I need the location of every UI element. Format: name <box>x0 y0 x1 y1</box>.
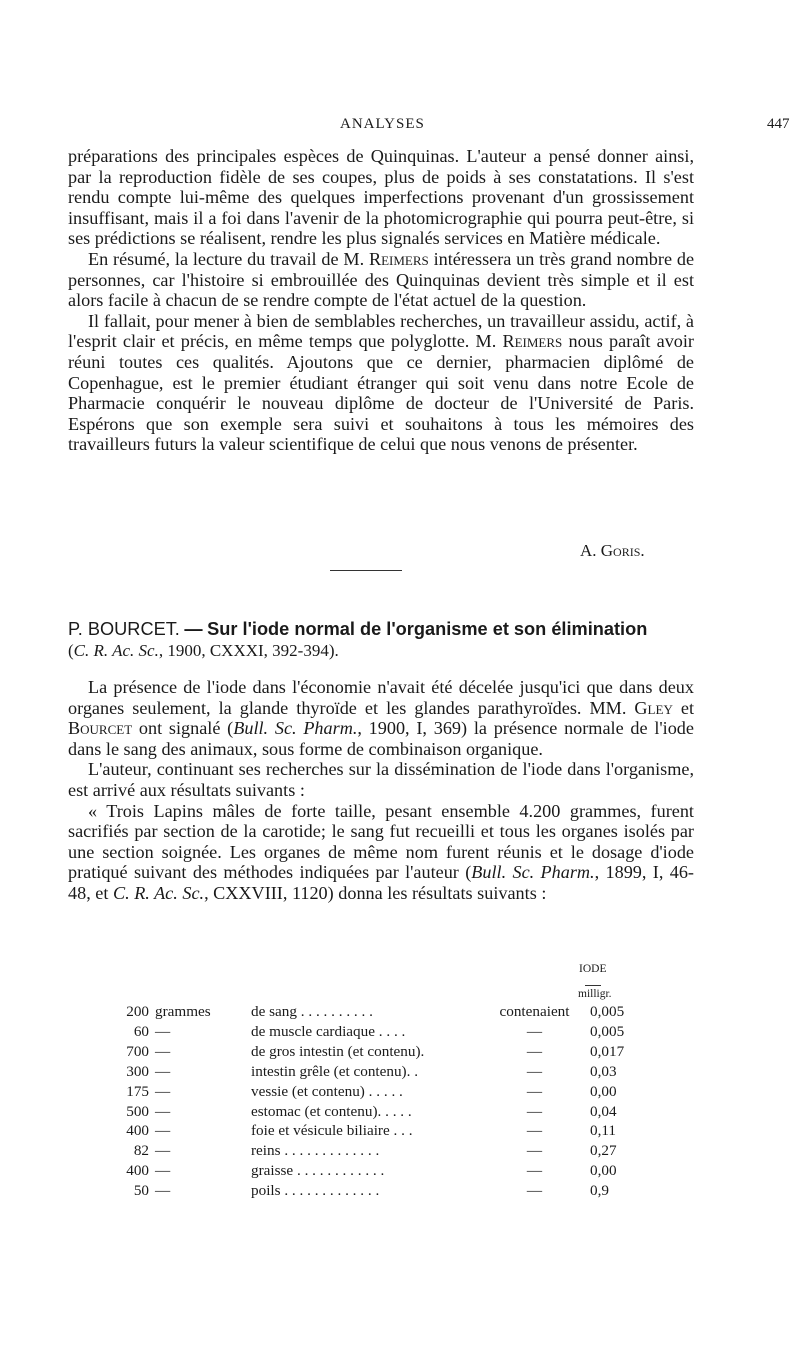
cell-verb: — <box>526 1122 543 1140</box>
paragraph-praise <box>68 311 694 455</box>
signature <box>580 541 645 561</box>
review-body <box>68 677 694 904</box>
cell-organ: graisse . . . . . . . . . . . . <box>251 1162 385 1180</box>
author-name-reimers-2: Reimers <box>502 331 563 352</box>
column-header-rule <box>585 985 601 986</box>
column-unit: milligr. <box>578 988 612 1000</box>
cell-verb: contenaient <box>499 1003 570 1020</box>
cell-organ: intestin grêle (et contenu). . <box>251 1062 419 1080</box>
iodine-results-table <box>104 1002 634 1201</box>
cell-verb: — <box>526 1162 543 1180</box>
cell-organ: vessie (et contenu) . . . . . <box>251 1082 403 1100</box>
p3-bull-ref: Bull. Sc. Pharm. <box>471 862 595 883</box>
p3-text-b: , 1899, I, 46-48, et <box>68 862 694 903</box>
cell-verb: — <box>526 1182 543 1200</box>
p1-bull-ref: Bull. Sc. Pharm. <box>233 718 358 739</box>
author-name-gley: Gley <box>634 697 673 718</box>
paragraph-summary <box>68 249 694 311</box>
ref-open: ( <box>68 640 74 660</box>
praise-text-a: Il fallait, pour mener à bien de semblables recherches, un travailleur assidu, actif, à l'esprit clair et précis, en même temps que polyglotte. M. <box>68 310 694 352</box>
table-row <box>104 1181 634 1201</box>
table-row <box>104 1022 634 1042</box>
summary-text-a: En résumé, la lecture du travail de M. <box>88 248 365 269</box>
cell-value: 0,9 <box>590 1182 609 1200</box>
p3-text-a: « Trois Lapins mâles de forte taille, pesant ensemble 4.200 grammes, furent sacrifiés par section de la carotide; le sang fut recueilli et tous les organes isolés par une section soignée. Les organes de même nom furent réunis et le dosage d'iode pratiqué suivant des méthodes indiquées par l'auteur ( <box>68 800 694 883</box>
table-row <box>104 1082 634 1102</box>
paragraph-photomicrography: préparations des principales espèces de Quinquinas. L'auteur a pensé donner ainsi, par la reproduction fidèle de ses coupes, plus de poids à ses constatations. Il s'est rendu compte lui-même des quelques imperfections provenant d'un grossissement insuffisant, mais il a foi dans l'avenir de la photomicrographie qui pourra peut-être, si ses prédictions se réalisent, rendre les plus signalés services en Matière médicale. <box>68 146 694 249</box>
running-title: ANALYSES <box>340 116 425 132</box>
cell-value: 0,017 <box>590 1042 625 1060</box>
cell-unit: — <box>155 1102 171 1120</box>
review-continuation <box>68 146 694 455</box>
cell-verb: — <box>526 1042 543 1060</box>
cell-qty: 300 <box>126 1062 149 1080</box>
section-divider <box>330 570 402 571</box>
cell-qty: 500 <box>126 1102 149 1120</box>
table-row <box>104 1121 634 1141</box>
table-row <box>104 1141 634 1161</box>
cell-qty: 175 <box>126 1082 149 1100</box>
article-author: P. BOURCET. <box>68 619 180 639</box>
cell-qty: 50 <box>133 1182 149 1200</box>
cell-verb: — <box>526 1022 543 1040</box>
summary-text-b: intéressera un très grand nombre de personnes, car l'histoire si embrouillée des Quinquinas devient très simple et il est alors facile à chacun de se rendre compte de l'état actuel de la question. <box>68 248 695 311</box>
cell-verb: — <box>526 1062 543 1080</box>
cell-qty: 400 <box>126 1162 149 1180</box>
cell-qty: 200 <box>126 1003 149 1020</box>
paragraph-research: L'auteur, continuant ses recherches sur la dissémination de l'iode dans l'organisme, est arrivé aux résultats suivants : <box>68 759 694 800</box>
paragraph-iodine-presence <box>68 677 694 759</box>
cell-unit: — <box>155 1182 171 1200</box>
cell-verb: — <box>526 1142 543 1160</box>
column-header-iode: IODE <box>579 963 607 975</box>
cell-organ: de gros intestin (et contenu). <box>251 1042 425 1060</box>
paragraph-rabbits <box>68 801 694 904</box>
cell-qty: 700 <box>126 1042 149 1060</box>
table-row <box>104 1002 634 1022</box>
cell-qty: 400 <box>126 1122 149 1140</box>
cell-organ: foie et vésicule biliaire . . . <box>251 1122 413 1140</box>
cell-value: 0,005 <box>590 1022 625 1040</box>
article-heading <box>68 619 694 661</box>
page-number: 447 <box>767 116 790 132</box>
cell-value: 0,00 <box>590 1082 617 1100</box>
cell-value: 0,04 <box>590 1102 617 1120</box>
cell-unit: — <box>155 1122 171 1140</box>
signature-initial: A. <box>580 541 597 560</box>
cell-unit: — <box>155 1022 171 1040</box>
running-header <box>0 116 800 136</box>
cell-organ: estomac (et contenu). . . . . <box>251 1102 412 1120</box>
table-row <box>104 1062 634 1082</box>
cell-value: 0,11 <box>590 1122 617 1140</box>
article-dash: — <box>184 619 203 639</box>
p1-text-d: , 1900, I, 369) la présence normale de l'iode dans le sang des animaux, sous forme de combinaison organique. <box>68 718 694 759</box>
p3-cr-ref: C. R. Ac. Sc. <box>112 882 205 903</box>
p1-text-b: et <box>680 697 695 718</box>
table-row <box>104 1042 634 1062</box>
cell-organ: poils . . . . . . . . . . . . . <box>251 1182 380 1200</box>
cell-unit: — <box>155 1162 171 1180</box>
cell-qty: 60 <box>133 1022 149 1040</box>
ref-journal: C. R. Ac. Sc. <box>73 640 159 660</box>
ref-rest: , 1900, CXXXI, 392-394). <box>158 640 339 660</box>
article-title: Sur l'iode normal de l'organisme et son élimination <box>207 619 648 639</box>
cell-unit: grammes <box>155 1003 211 1020</box>
cell-unit: — <box>155 1042 171 1060</box>
cell-unit: — <box>155 1082 171 1100</box>
cell-verb: — <box>526 1102 543 1120</box>
cell-value: 0,27 <box>590 1142 617 1160</box>
cell-organ: reins . . . . . . . . . . . . . <box>251 1142 380 1160</box>
praise-text-b: nous paraît avoir réuni toutes ces qualités. Ajoutons que ce dernier, pharmacien diplômé de Copenhague, est le premier étudiant étranger qui soit venu dans notre Ecole de Pharmacie conquérir le nouveau diplôme de docteur de l'Université de Paris. Espérons que son exemple sera suivi et souhaitons à tous les mémoires des travailleurs futurs la valeur scientifique de celui que nous venons de présenter. <box>68 331 694 455</box>
cell-value: 0,03 <box>590 1062 617 1080</box>
author-name-bourcet: Bourcet <box>68 718 133 739</box>
cell-value: 0,005 <box>590 1003 625 1020</box>
cell-organ: de sang . . . . . . . . . . <box>251 1003 373 1020</box>
cell-qty: 82 <box>133 1142 149 1160</box>
cell-organ: de muscle cardiaque . . . . <box>251 1022 406 1040</box>
table-row <box>104 1102 634 1122</box>
signature-name: Goris. <box>600 541 645 560</box>
cell-unit: — <box>155 1062 171 1080</box>
p1-text-c: ont signalé ( <box>138 718 234 739</box>
p3-text-c: , CXXVIII, 1120) donna les résultats suivants : <box>204 882 547 903</box>
cell-unit: — <box>155 1142 171 1160</box>
table-row <box>104 1161 634 1181</box>
cell-value: 0,00 <box>590 1162 617 1180</box>
cell-verb: — <box>526 1082 543 1100</box>
article-reference <box>68 641 339 660</box>
p1-text-a: La présence de l'iode dans l'économie n'avait été décelée jusqu'ici que dans deux organes seulement, la glande thyroïde et les glandes parathyroïdes. MM. <box>68 677 694 718</box>
author-name-reimers: Reimers <box>368 248 429 269</box>
